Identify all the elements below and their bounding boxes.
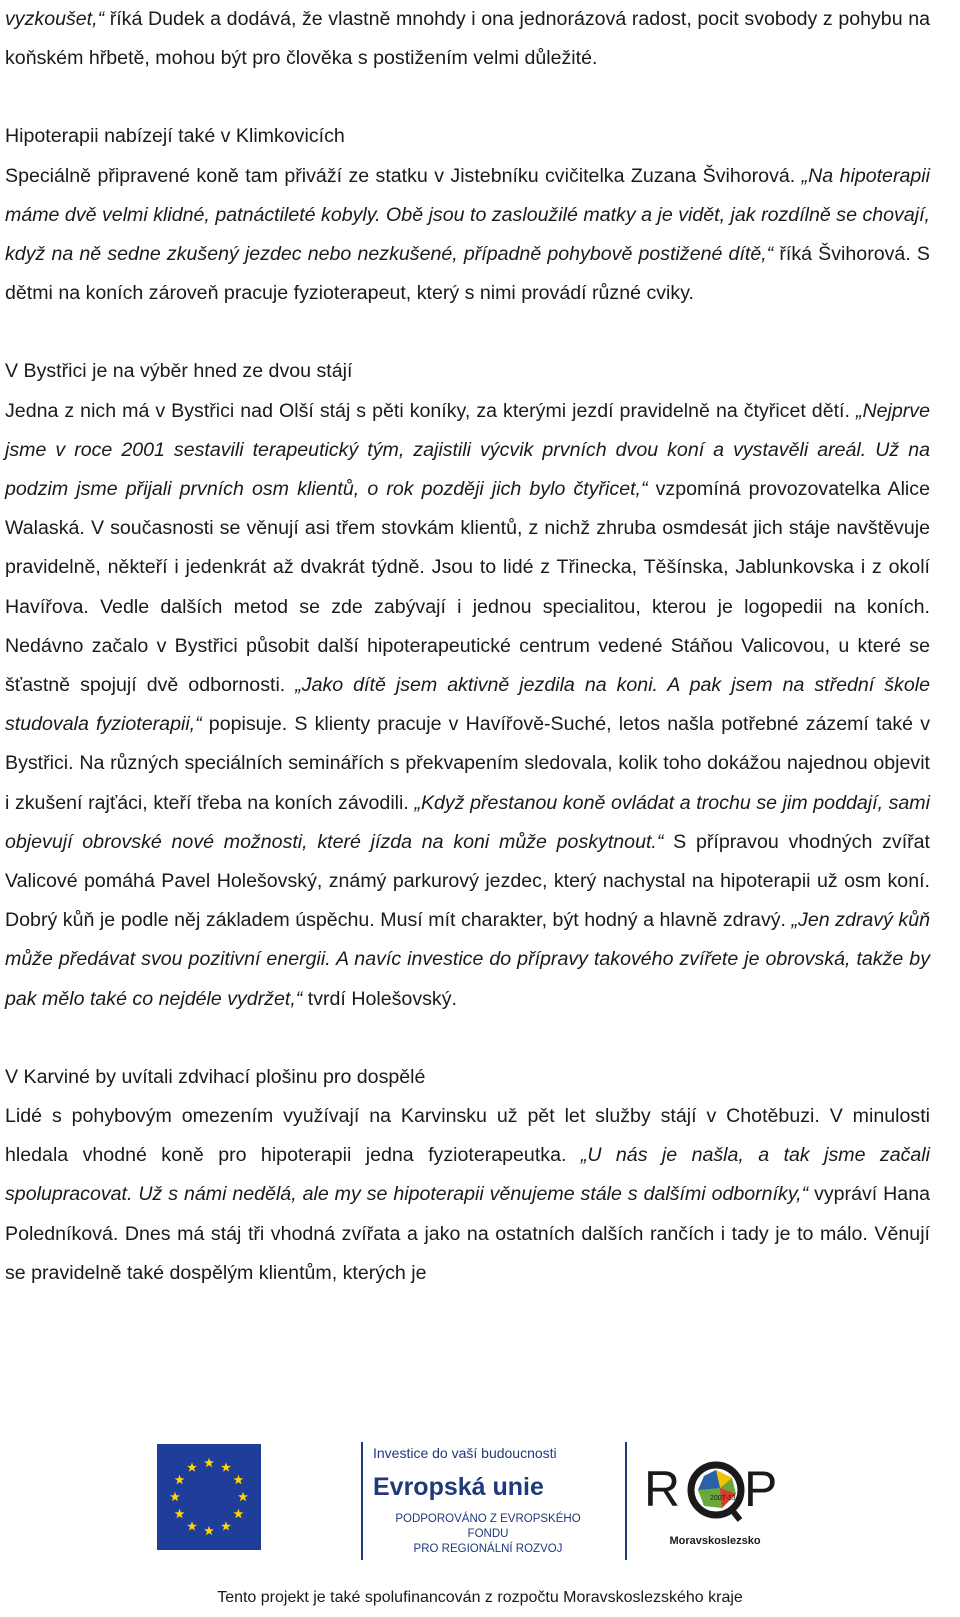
paragraph-4	[5, 1097, 930, 1293]
eu-flag-icon	[157, 1444, 261, 1550]
eu-tagline: Investice do vaší budoucnosti	[373, 1445, 557, 1461]
paragraph-1	[5, 0, 930, 78]
body-text: Jedna z nich má v Bystřici nad Olší stáj s pěti koníky, za kterými jezdí pravidelně na čtyřicet dětí.	[5, 399, 856, 422]
eu-name: Evropská unie	[373, 1473, 544, 1501]
body-text: Lidé s pohybovým omezením využívají na Karvinsku už pět let služby stájí v Chotěbuzi. V minulosti hledala vhodné koně pro hipoterapii jedna fyzioterapeutka.	[5, 1105, 930, 1167]
logo-divider-left	[361, 1442, 363, 1560]
rop-letter-r: R	[644, 1461, 681, 1517]
eu-fund-line-1: PODPOROVÁNO Z EVROPSKÉHO FONDU	[395, 1513, 581, 1540]
section-heading-bystrice: V Bystřici je na výběr hned ze dvou stájí	[5, 360, 353, 383]
body-text: Speciálně připravené koně tam přiváží ze statku v Jistebníku cvičitelka Zuzana Švihorová.	[5, 164, 802, 187]
body-text: tvrdí Holešovský.	[302, 987, 457, 1010]
eu-fund-text	[383, 1512, 593, 1557]
funding-logos	[0, 1434, 960, 1584]
eu-fund-line-2: PRO REGIONÁLNÍ ROZVOJ	[413, 1543, 563, 1555]
body-text: vzpomíná provozovatelka Alice Walaská. V současnosti se věnují asi třem stovkám klientů, z nichž zhruba osmdesát jich stáje navštěvuje pravidelně, někteří i jedenkrát až dvakrát týdně. Jsou to lidé z Třinecka, Těšínska, Jablunkovska i z okolí Havířova. Vedle dalších metod se zde zabývají i jednou specialitou, kterou je logopedii na koních. Nedávno začalo v Bystřici působit další hipoterapeutické centrum vedené Stáňou Valicovou, u které se šťastně spojují dvě odbornosti.	[5, 478, 930, 697]
quote-text: „Na hipoterapii máme dvě velmi klidné, patnáctileté kobyly. Obě jsou to zasloužilé matky a je vidět, jak rozdílně se chovají, když na ně sedne zkušený jezdec nebo nezkušené, případně pohybově postižené dítě,“	[5, 164, 930, 266]
body-text: S přípravou vhodných zvířat Valicové pomáhá Pavel Holešovský, známý parkurový jezdec, který nachystal na hipoterapii už osm koní. Dobrý kůň je podle něj základem úspěchu. Musí mít charakter, být hodný a hlavně zdravý.	[5, 830, 931, 932]
rop-years: 2007-13	[710, 1495, 736, 1502]
logo-divider-right	[625, 1442, 627, 1560]
body-text: říká Švihorová. S dětmi na koních zároveň pracuje fyzioterapeut, který s nimi provádí různé cviky.	[5, 243, 930, 305]
body-text: vypráví Hana Poledníková. Dnes má stáj tři vhodná zvířata a jako na ostatních dalších rančích i tady je to málo. Věnují se pravidelně také dospělým klientům, kterých je	[5, 1183, 930, 1284]
rop-region-label: Moravskoslezsko	[669, 1535, 761, 1547]
section-heading-klimkovice: Hipoterapii nabízejí také v Klimkovicích	[5, 125, 345, 148]
article-body	[5, 0, 930, 1293]
quote-text: „Jako dítě jsem aktivně jezdila na koni. A pak jsem na střední škole studovala fyzioterapii,“	[5, 674, 930, 736]
rop-moravskoslezsko-logo	[640, 1448, 790, 1558]
quote-text: vyzkoušet,“	[5, 8, 105, 30]
quote-text: „U nás je našla, a tak jsme začali spolupracovat. Už s námi nedělá, ale my se hipoterapii věnujeme stále s dalšími odborníky,“	[5, 1144, 930, 1206]
eu-logo-text	[373, 1444, 613, 1557]
paragraph-2	[5, 157, 930, 314]
quote-text: „Nejprve jsme v roce 2001 sestavili terapeutický tým, zajistili výcvik prvních dvou koní a vystavěli areál. Už na podzim jsme přijali prvních osm klientů, o rok později jich bylo čtyřicet,“	[5, 399, 930, 501]
paragraph-3	[5, 392, 930, 1019]
quote-text: „Jen zdravý kůň může předávat svou pozitivní energii. A navíc investice do přípravy takového zvířete je obrovská, takže by pak mělo také co nejdéle vydržet,“	[5, 909, 930, 1010]
cofinancing-note: Tento projekt je také spolufinancován z rozpočtu Moravskoslezského kraje	[217, 1589, 743, 1606]
rop-letter-p: P	[744, 1461, 778, 1517]
body-text: popisuje. S klienty pracuje v Havířově-Suché, letos našla potřebné zázemí také v Bystřici. Na různých speciálních seminářích s překvapením sledovala, kolik toho dokážou najednou objevit i zkušení rajťáci, kteří třeba na koních závodili.	[5, 713, 930, 814]
quote-text: „Když přestanou koně ovládat a trochu se jim poddají, sami objevují obrovské nové možnosti, které jízda na koni může poskytnout.“	[5, 791, 930, 853]
body-text: říká Dudek a dodává, že vlastně mnohdy i ona jednorázová radost, pocit svobody z pohybu na koňském hřbetě, mohou být pro člověka s postižením velmi důležité.	[5, 8, 930, 70]
section-heading-karvina: V Karviné by uvítali zdvihací plošinu pro dospělé	[5, 1065, 426, 1088]
